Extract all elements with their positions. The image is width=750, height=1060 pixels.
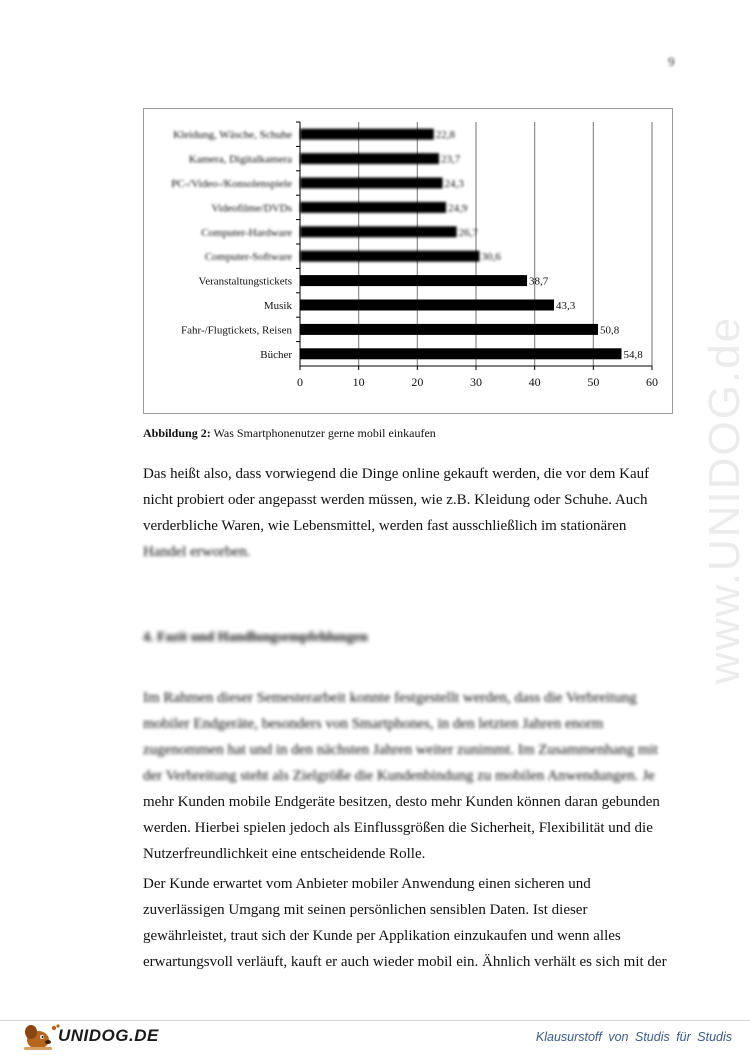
paragraph-line: Im Rahmen dieser Semesterarbeit konnte festgestellt werden, dass die Verbreitung bbox=[143, 690, 637, 706]
figure-caption bbox=[143, 426, 436, 441]
bar bbox=[300, 153, 439, 164]
x-tick-label: 40 bbox=[528, 375, 541, 389]
paragraph-line: nicht probiert oder angepasst werden müssen, wie z.B. Kleidung oder Schuhe. Auch bbox=[143, 492, 648, 508]
paragraph-line: zugenommen hat und in den nächsten Jahren weiter zunimmt. Im Zusammenhang mit bbox=[143, 742, 658, 758]
data-label: 54,8 bbox=[623, 348, 643, 361]
x-tick-label: 20 bbox=[411, 375, 424, 389]
page-number: 9 bbox=[668, 54, 675, 69]
x-tick-label: 50 bbox=[587, 375, 600, 389]
paragraph-line: mobiler Endgeräte, besonders von Smartphones, in den letzten Jahren enorm bbox=[143, 716, 604, 732]
bar bbox=[300, 251, 480, 262]
x-tick-label: 0 bbox=[297, 375, 303, 389]
paragraph-line: gewährleistet, traut sich der Kunde per Applikation einzukaufen und wenn alles bbox=[143, 928, 621, 944]
paragraph-line: mehr Kunden mobile Endgeräte besitzen, desto mehr Kunden können daran gebunden bbox=[143, 794, 660, 810]
caption-text: Was Smartphonenutzer gerne mobil einkaufen bbox=[213, 426, 436, 440]
paragraph-line: der Verbreitung steht als Zielgröße die Kundenbindung zu mobilen Anwendungen. Je bbox=[143, 768, 655, 784]
category-label: PC-/Video-/Konsolenspiele bbox=[171, 178, 292, 190]
bar bbox=[300, 178, 443, 189]
watermark bbox=[700, 270, 750, 730]
paragraph-line: Der Kunde erwartet vom Anbieter mobiler Anwendung einen sicheren und bbox=[143, 876, 591, 892]
x-tick-label: 60 bbox=[646, 375, 658, 389]
bar-chart bbox=[143, 108, 673, 414]
watermark-text: www.UNIDOG.de bbox=[700, 315, 750, 685]
paragraph-1 bbox=[143, 461, 678, 565]
x-tick-label: 10 bbox=[352, 375, 365, 389]
bar bbox=[300, 300, 554, 311]
paragraph-line: zuverlässigen Umgang mit seinen persönlichen sensiblen Daten. Ist dieser bbox=[143, 902, 588, 918]
data-label: 24,3 bbox=[444, 178, 464, 190]
paragraph-line: werden. Hierbei spielen jedoch als Einflussgrößen die Sicherheit, Flexibilität und die bbox=[143, 820, 653, 836]
paragraph-line: erwartungsvoll verläuft, kauft er auch wieder mobil ein. Ähnlich verhält es sich mit der bbox=[143, 954, 667, 970]
data-label: 38,7 bbox=[529, 275, 549, 288]
caption-label: Abbildung 2: bbox=[143, 426, 211, 440]
bar bbox=[300, 324, 598, 335]
data-label: 22,8 bbox=[435, 129, 456, 142]
paragraph-line: verderbliche Waren, wie Lebensmittel, werden fast ausschließlich im stationären bbox=[143, 518, 627, 534]
category-label: Musik bbox=[263, 300, 292, 312]
data-label: 26,7 bbox=[458, 226, 478, 239]
section-heading: 4. Fazit und Handlungsempfehlungen bbox=[143, 630, 368, 645]
data-label: 23,7 bbox=[441, 153, 461, 166]
paragraph-line: Nutzerfreundlichkeit eine entscheidende Rolle. bbox=[143, 846, 426, 862]
category-label: Computer-Hardware bbox=[201, 226, 292, 239]
logo-text: UNIDOG.DE bbox=[58, 1026, 159, 1045]
paragraph-line: Handel erworben. bbox=[143, 544, 251, 560]
data-label: 50,8 bbox=[600, 324, 620, 337]
data-label: 30,6 bbox=[481, 251, 501, 264]
paragraph-3 bbox=[143, 871, 678, 975]
paragraph-line: Das heißt also, dass vorwiegend die Dinge online gekauft werden, die vor dem Kauf bbox=[143, 466, 650, 482]
bar bbox=[300, 348, 621, 359]
footer-tagline: Klausurstoff von Studis für Studis bbox=[535, 1030, 732, 1044]
bar bbox=[300, 129, 434, 140]
data-label: 43,3 bbox=[556, 300, 576, 312]
category-label: Bücher bbox=[260, 348, 292, 361]
category-label: Kamera, Digitalkamera bbox=[188, 153, 292, 166]
category-label: Veranstaltungstickets bbox=[198, 275, 292, 288]
category-label: Fahr-/Flugtickets, Reisen bbox=[181, 324, 292, 337]
bar bbox=[300, 275, 527, 286]
category-label: Videofilme/DVDs bbox=[211, 202, 292, 215]
x-tick-label: 30 bbox=[470, 375, 482, 389]
paragraph-2 bbox=[143, 685, 678, 867]
bar bbox=[300, 226, 457, 237]
category-label: Computer-Software bbox=[204, 251, 292, 264]
data-label: 24,9 bbox=[448, 202, 468, 215]
category-label: Kleidung, Wäsche, Schuhe bbox=[173, 129, 292, 142]
bar bbox=[300, 202, 446, 213]
